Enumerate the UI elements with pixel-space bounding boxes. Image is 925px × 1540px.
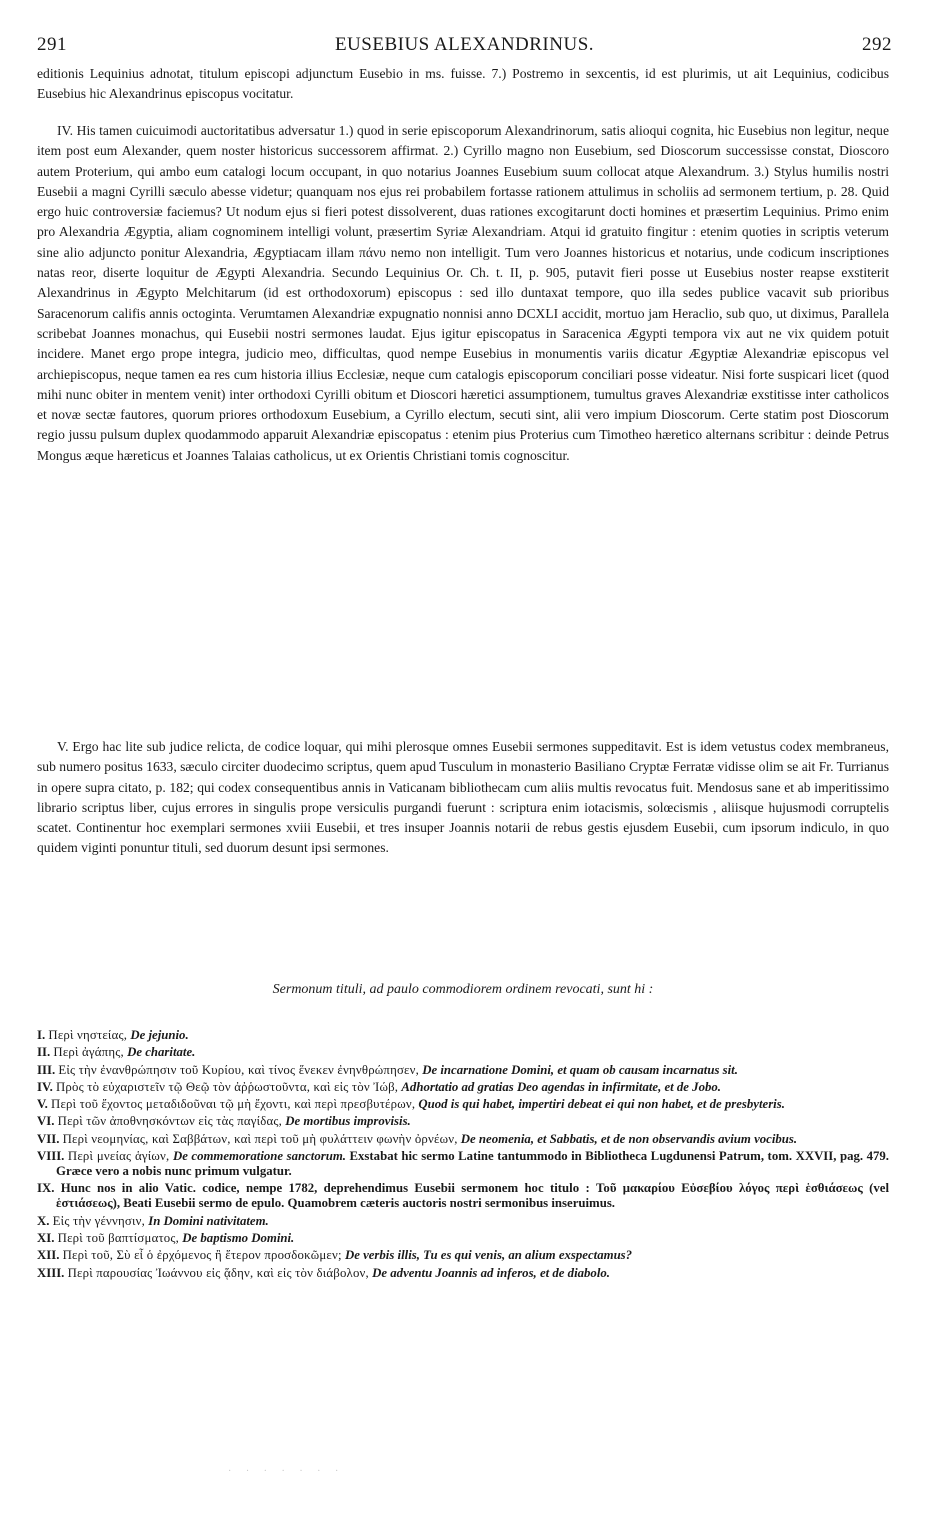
latin-title: De baptismo Domini.: [182, 1231, 295, 1245]
list-item: [37, 1132, 889, 1147]
list-item: [37, 1231, 889, 1246]
list-item: [37, 1063, 889, 1078]
latin-title: De incarnatione Domini, et quam ob causam incarnatus sit.: [422, 1062, 738, 1077]
paragraph-text: IV. His tamen cuicuimodi auctoritatibus adversatur 1.) quod in serie episcoporum Alexandrinorum, satis alioqui cognita, hic Eusebius non legitur, neque item post eum Alexander, quem noster historicus successorem affirmat. 2.) Cyrillo magno non Eusebium, sed Dioscorum successisse constat, Dioscoro autem Proterium, qui ambo eum catalogi locum occupant, in quo notarius Joannes Eusebium suum collocat atque Alexandrum. 3.) Stylus humilis nostri Eusebii a magni Cyrilli sæculo abesse videtur; quanquam nos ejus rei probabilem fortasse rationem attulimus in scholiis ad sermonem tertium, p. 28. Quid ergo huic controversiæ faciemus? Ut nodum ejus si fieri potest dissolverent, duas rationes excogitarunt docti homines et præsertim Lequinius. Primo enim pro Alexandria Ægyptia, aliam cognominem intelligi volunt, præsertim Syriæ Alexandriam. Atqui id gratuito fingitur : etenim quoties in scriptis veterum sine alio adjuncto ponitur Alexandria, Ægyptiacam illam πάνυ nemo non intelligit. Tum vero Joannes historicus et notarius, unde codicum inscriptiones natas reor, diserte loquitur de Ægypti Alexandria. Secundo Lequinius Or. Ch. t. II, p. 905, putavit fieri posse ut Eusebius noster reapse exstiterit Alexandrinus in Ægypto Melchitarum (id est orthodoxorum) episcopus : sed illo duntaxat tempore, quo illa sedes publice vacavit sub prioribus Saracenorum califis annis octoginta. Verumtamen Alexandriæ expugnatio nonnisi anno DCXLI accidit, mortuo jam Heraclio, sub quo, ut diximus, Parallela scribebat Joannes monachus, qui Eusebii nostri sermones laudat. Ejus igitur episcopatus in Saracenica Ægypti tempora vix aut ne vix quidem potuit incidere. Manet ergo prope integra, judicio meo, difficultas, quod nempe Eusebius in monumentis variis dicatur Ægyptiæ Alexandriæ episcopus vel archiepiscopus, neque tamen ea res cum historia illius Ecclesiæ, neque cum catalogis episcoporum conciliari posse videatur. Nisi forte suspicari licet (quod mihi nunc obiter in mentem venit) inter orthodoxi Cyrilli obitum et Dioscori hæretici assumptionem, tumultus graves Alexandriæ exstitisse inter catholicos et novæ sectæ fautores, quorum priores orthodoxum Eusebium, a Cyrillo electum, secuti sint, alii vero impium Dioscorum. Certe statim post Dioscorum regio jussu pulsum duplex quodammodo apparuit Alexandriæ episcopatus : etenim pius Proterius cum Timotheo hæretico alternans scribitur : deinde Petrus Mongus æque hæreticus et Joannes Talaias catholicus, ut ex Orientis Christiani tomis cognoscitur.: [37, 123, 889, 463]
list-item: [37, 1080, 889, 1095]
running-title: EUSEBIUS ALEXANDRINUS.: [334, 34, 595, 55]
list-item: [37, 1181, 889, 1211]
paragraph-text: V. Ergo hac lite sub judice relicta, de codice loquar, qui mihi plerosque omnes Eusebii sermones suppeditavit. Est is idem vetustus codex membraneus, sub numero positus 1633, sæculo circiter duodecimo scriptus, quem apud Tusculum in monasterio Basiliano Cryptæ Ferratæ vidisse olim se ait Fr. Turrianus in opere supra citato, p. 182; qui codex consequentibus annis in Vaticanam bibliothecam cum aliis multis revocatus fuit. Mendosus sane et ab imperitissimo librario scriptus liber, cujus errores in singulis prope versiculis purgandi fuerunt : scriptura enim iotacismis, solœcismis , aliisque hujusmodi corruptelis scatet. Continentur hoc exemplari sermones xviii Eusebii, et tres insuper Joannis notarii de rebus gestis ejusdem Eusebii, cum ipsorum indiculo, in quo quidem viginti ponuntur tituli, sed duorum desunt ipsi sermones.: [37, 739, 889, 856]
page-number-right: 292: [862, 34, 892, 55]
paragraph-iv: [37, 121, 889, 466]
list-item: [37, 1248, 889, 1263]
latin-title: In Domini nativitatem.: [148, 1213, 269, 1228]
paragraph-continuation: [37, 64, 889, 105]
item-numeral: X.: [37, 1213, 50, 1228]
latin-title: De jejunio.: [130, 1028, 189, 1042]
greek-title: Περὶ νεομηνίας, καὶ Σαββάτων, καὶ περὶ τοῦ μὴ φυλάττειν φωνὴν ὀρνέων,: [62, 1131, 458, 1146]
page-number-left: 291: [37, 34, 67, 55]
paragraph-text: editionis Lequinius adnotat, titulum episcopi adjunctum Eusebio in ms. fuisse. 7.) Postremo in sexcentis, id est plurimis, ut ait Lequinius, codicibus Eusebius hic Alexandrinus episcopus vocitatur.: [37, 66, 889, 102]
greek-title: Εἰς τὴν ἐνανθρώπησιν τοῦ Κυρίου, καὶ τίνος ἕνεκεν ἐνηνθρώπησεν,: [58, 1062, 420, 1077]
item-numeral: I.: [37, 1028, 46, 1042]
greek-title: Εἰς τὴν γέννησιν,: [52, 1213, 146, 1228]
latin-title: De mortibus improvisis.: [285, 1114, 411, 1129]
greek-title: Πρὸς τὸ εὐχαριστεῖν τῷ Θεῷ τὸν ἀῤῥωστοῦντα, καὶ εἰς τὸν Ἰώβ,: [55, 1079, 399, 1094]
item-numeral: V.: [37, 1097, 48, 1112]
item-numeral: IX.: [37, 1181, 55, 1196]
list-item: [37, 1214, 889, 1229]
greek-title: Περὶ τοῦ ἔχοντος μεταδιδοῦναι τῷ μὴ ἔχοντι, καὶ περὶ πρεσβυτέρων,: [51, 1097, 416, 1112]
latin-title: De verbis illis, Tu es qui venis, an alium exspectamus?: [344, 1248, 633, 1263]
print-speckle: · · · · · · ·: [228, 1466, 345, 1477]
greek-title: Περὶ ἀγάπης,: [53, 1045, 124, 1060]
item-numeral: VIII.: [37, 1148, 65, 1163]
item-numeral: VII.: [37, 1131, 60, 1146]
list-item: [37, 1097, 889, 1112]
list-caption: Sermonum tituli, ad paulo commodiorem ordinem revocati, sunt hi :: [272, 982, 654, 997]
greek-title: Περὶ νηστείας,: [48, 1028, 128, 1042]
list-item: [37, 1266, 889, 1281]
page-header: [37, 34, 892, 64]
item-note: Hunc nos in alio Vatic. codice, nempe 1782, deprehendimus Eusebii sermonem hoc titulo : Τοῦ μακαρίου Εὐσεβίου λόγος περὶ ἑσθιάσεως (vel ἑστιάσεως), Beati Eusebii sermo de epulo. Quamobrem cæteris auctoris nostri sermonibus inseruimus.: [56, 1181, 890, 1211]
item-numeral: XI.: [37, 1231, 55, 1245]
paragraph-v: [37, 737, 889, 859]
list-item: [37, 1045, 889, 1060]
greek-title: Περὶ τῶν ἀποθνησκόντων εἰς τὰς παγίδας,: [57, 1114, 283, 1129]
sermon-title-list: [37, 1028, 889, 1283]
item-numeral: III.: [37, 1062, 56, 1077]
greek-title: Περὶ τοῦ, Σὺ εἶ ὁ ἐρχόμενος ἢ ἕτερον προσδοκῶμεν;: [62, 1248, 342, 1263]
item-numeral: II.: [37, 1045, 51, 1060]
list-item: [37, 1149, 889, 1179]
latin-title: Quod is qui habet, impertiri debeat ei qui non habet, et de presbyteris.: [418, 1097, 785, 1112]
item-numeral: XII.: [37, 1248, 60, 1263]
list-item: [37, 1028, 889, 1043]
item-note: Exstabat hic sermo Latine tantummodo in Bibliotheca Lugdunensi Patrum, tom. XXVII, pag. 479. Græce vero a nobis nunc primum vulgatur.: [56, 1148, 890, 1179]
latin-title: De neomenia, et Sabbatis, et de non observandis avium vocibus.: [460, 1131, 798, 1146]
latin-title: De charitate.: [127, 1045, 196, 1060]
greek-title: Περὶ τοῦ βαπτίσματος,: [57, 1231, 180, 1245]
latin-title: De commemoratione sanctorum.: [172, 1148, 346, 1163]
item-numeral: VI.: [37, 1114, 55, 1129]
latin-title: Adhortatio ad gratias Deo agendas in infirmitate, et de Jobo.: [401, 1079, 721, 1094]
item-numeral: XIII.: [37, 1265, 65, 1280]
greek-title: Περὶ παρουσίας Ἰωάννου εἰς ᾅδην, καὶ εἰς τὸν διάβολον,: [67, 1265, 369, 1280]
latin-title: De adventu Joannis ad inferos, et de diabolo.: [372, 1265, 610, 1280]
list-item: [37, 1114, 889, 1129]
item-numeral: IV.: [37, 1079, 53, 1094]
greek-title: Περὶ μνείας ἁγίων,: [67, 1148, 170, 1163]
